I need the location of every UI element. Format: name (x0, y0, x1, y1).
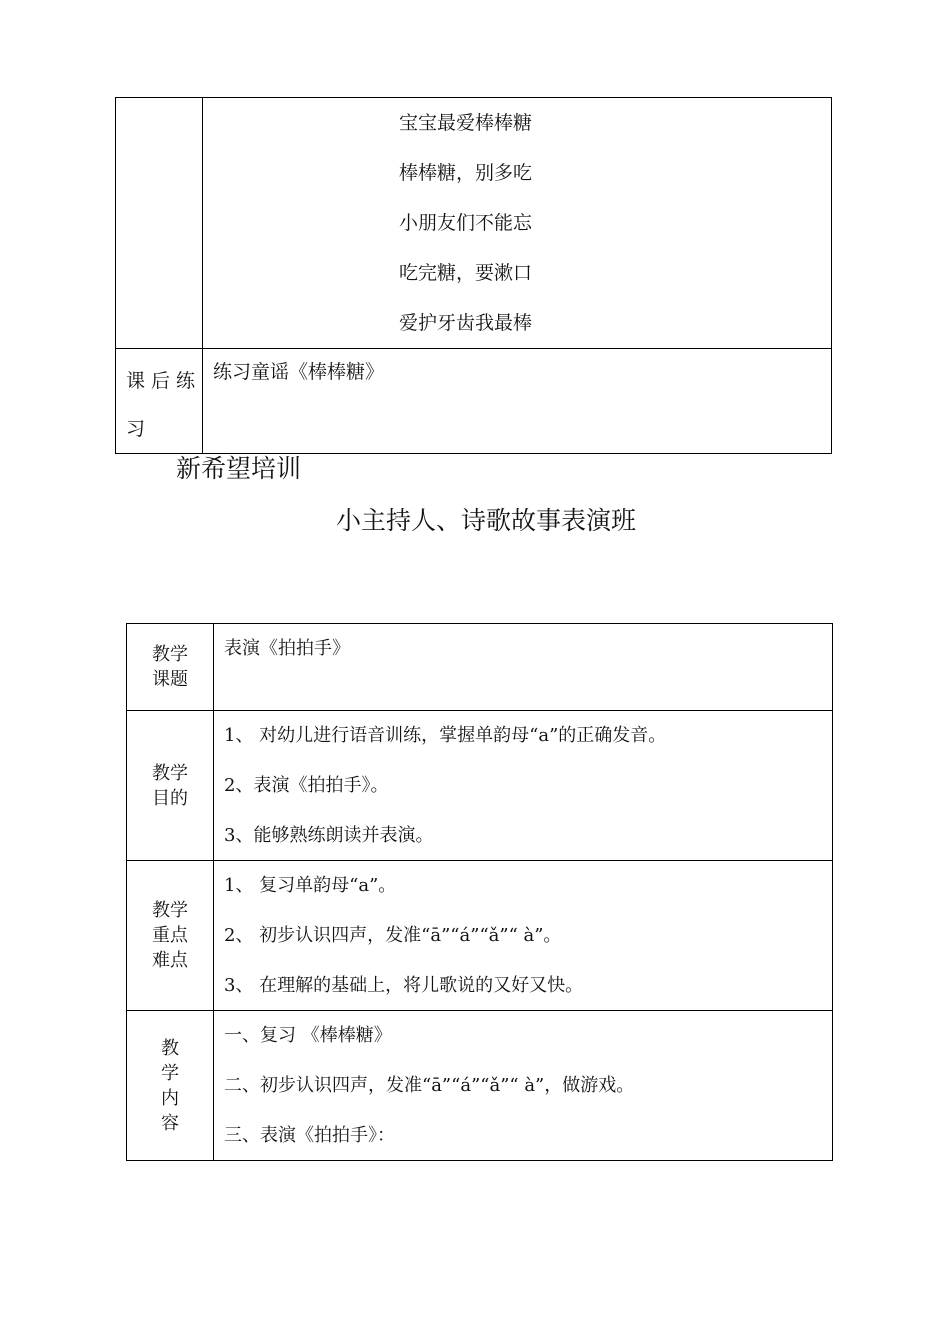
homework-value: 练习童谣《棒棒糖》 (203, 349, 832, 454)
goal-line: 2、表演《拍拍手》。 (224, 775, 389, 796)
key-point-line: 1、 复习单韵母“a”。 (224, 875, 397, 896)
goal-label-cell (127, 711, 214, 861)
topic-row (127, 624, 833, 711)
content-line: 三、表演《拍拍手》： (224, 1125, 395, 1146)
homework-label-cell (116, 349, 203, 454)
poem-line: 棒棒糖，别多吃 (399, 162, 533, 184)
goal-line: 1、 对幼儿进行语音训练，掌握单韵母“a”的正确发音。 (224, 725, 667, 746)
content-label: 教学内容 (161, 1037, 179, 1134)
key-point-line: 3、 在理解的基础上，将儿歌说的又好又快。 (224, 975, 584, 996)
goal-label: 教学目的 (152, 762, 188, 809)
key-points-row (127, 861, 833, 1011)
empty-label-cell (116, 98, 203, 349)
content-row (127, 1011, 833, 1161)
topic-value: 表演《拍拍手》 (214, 624, 833, 711)
poem-line: 爱护牙齿我最棒 (399, 312, 533, 334)
topic-label-cell (127, 624, 214, 711)
poem-cell (203, 98, 832, 349)
key-point-line: 2、 初步认识四声，发准“ā”“á”“ǎ”“ à”。 (224, 925, 562, 946)
homework-label: 课后练习 (126, 370, 202, 440)
goal-value-cell (214, 711, 833, 861)
poem-line: 宝宝最爱棒棒糖 (399, 112, 533, 134)
goal-row (127, 711, 833, 861)
lesson-table-continued (115, 97, 832, 454)
content-value-cell (214, 1011, 833, 1161)
goal-line: 3、能够熟练朗读并表演。 (224, 825, 434, 846)
content-label-cell (127, 1011, 214, 1161)
lesson-plan-table (126, 623, 833, 1161)
poem-line: 小朋友们不能忘 (399, 212, 533, 234)
class-title-heading: 小主持人、诗歌故事表演班 (335, 506, 636, 535)
school-name-heading: 新希望培训 (176, 454, 302, 483)
topic-label: 教学课题 (152, 644, 188, 690)
key-points-label: 教学重点难点 (152, 900, 188, 971)
content-line: 二、初步认识四声，发准“ā”“á”“ǎ”“ à”，做游戏。 (224, 1075, 635, 1096)
poem-line: 吃完糖，要漱口 (399, 262, 533, 284)
content-line: 一、复习 《棒棒糖》 (224, 1025, 392, 1046)
key-points-value-cell (214, 861, 833, 1011)
key-points-label-cell (127, 861, 214, 1011)
